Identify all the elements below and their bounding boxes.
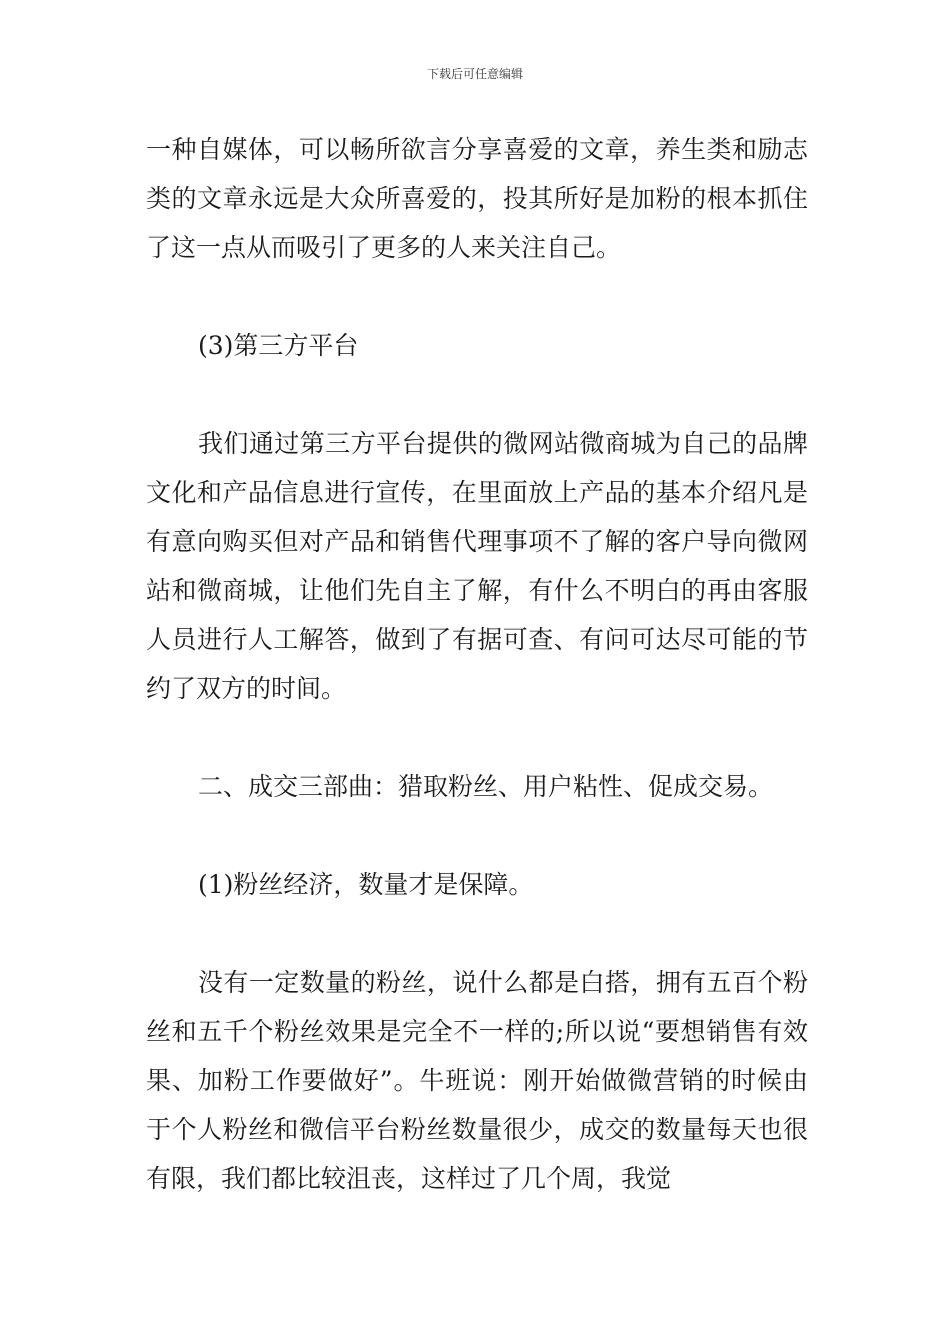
- heading-fan-economy: (1)粉丝经济，数量才是保障。: [198, 870, 534, 899]
- paragraph-spacer: [146, 713, 808, 762]
- page-header: 下载后可任意编辑: [426, 67, 523, 81]
- heading-third-party-platform: (3)第三方平台: [198, 331, 359, 360]
- paragraph-fan-quantity: 没有一定数量的粉丝，说什么都是白搭，拥有五百个粉丝和五千个粉丝效果是完全不一样的;所以说“要想销售有效果、加粉工作要做好”。牛班说：刚开始做微营销的时候由于个人粉丝和微信平台粉丝数量很少，成交的数量每天也很有限，我们都比较沮丧，这样过了几个周，我觉: [146, 968, 808, 1193]
- document-body: [146, 125, 808, 1203]
- paragraph-spacer: [146, 272, 808, 321]
- paragraph-self-media: 一种自媒体，可以畅所欲言分享喜爱的文章，养生类和励志类的文章永远是大众所喜爱的，投其所好是加粉的根本抓住了这一点从而吸引了更多的人来关注自己。: [146, 135, 808, 262]
- heading-deal-trilogy: 二、成交三部曲：猎取粉丝、用户粘性、促成交易。: [198, 772, 774, 801]
- paragraph-spacer: [146, 909, 808, 958]
- paragraph-third-party-platform: 我们通过第三方平台提供的微网站微商城为自己的品牌文化和产品信息进行宣传，在里面放上产品的基本介绍凡是有意向购买但对产品和销售代理事项不了解的客户导向微网站和微商城，让他们先自主了解，有什么不明白的再由客服人员进行人工解答，做到了有据可查、有问可达尽可能的节约了双方的时间。: [146, 429, 808, 703]
- paragraph-spacer: [146, 370, 808, 419]
- paragraph-spacer: [146, 811, 808, 860]
